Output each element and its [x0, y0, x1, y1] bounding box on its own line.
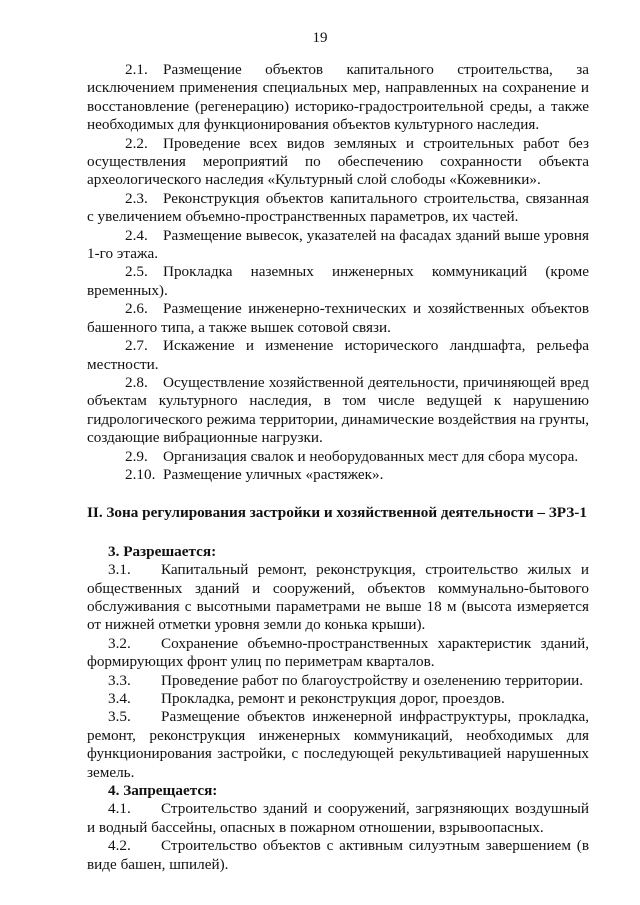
- list-item: [87, 635, 589, 672]
- item-number: 2.8.: [125, 373, 148, 391]
- item-number: 2.7.: [125, 337, 148, 355]
- page-number: 19: [312, 30, 328, 46]
- list-item: [87, 448, 589, 466]
- item-text: Строительство зданий и сооружений, загрязняющих воздушный и водный бассейны, опасных в пожарном отношении, взрывоопасных.: [87, 800, 589, 836]
- list-item: [87, 374, 589, 448]
- item-text: Организация свалок и необорудованных мест для сбора мусора.: [163, 447, 579, 465]
- item-number: 2.1.: [125, 61, 148, 78]
- list-item: [87, 135, 589, 190]
- list-item: [87, 672, 589, 690]
- item-number: 3.2.: [108, 634, 131, 652]
- item-text: Размещение объектов инженерной инфраструктуры, прокладка, ремонт, реконструкция инженерных коммуникаций, необходимых для функционирования застройки, с последующей рекультивацией нарушенных земель.: [87, 708, 589, 781]
- allowed-list: [87, 561, 589, 782]
- item-text: Прокладка наземных инженерных коммуникаций (кроме временных).: [87, 263, 589, 299]
- item-number: 4.1.: [108, 800, 131, 818]
- list-item: [87, 190, 589, 227]
- item-number: 2.4.: [125, 226, 148, 244]
- item-number: 3.4.: [108, 690, 131, 707]
- forbidden-list: [87, 800, 589, 874]
- list-item: [87, 227, 589, 264]
- item-text: Строительство объектов с активным силуэтным завершением (в виде башен, шпилей).: [87, 837, 589, 873]
- list-item: [87, 561, 589, 635]
- item-text: Размещение уличных «растяжек».: [163, 465, 384, 483]
- item-text: Сохранение объемно-пространственных характеристик зданий, формирующих фронт улиц по периметрам кварталов.: [87, 634, 589, 671]
- item-number: 2.6.: [125, 300, 148, 318]
- item-text: Размещение вывесок, указателей на фасадах зданий выше уровня 1-го этажа.: [87, 226, 589, 263]
- item-number: 3.1.: [108, 561, 131, 579]
- item-number: 2.5.: [125, 263, 148, 281]
- item-text: Искажение и изменение исторического ландшафта, рельефа местности.: [87, 337, 589, 373]
- item-number: 4.2.: [108, 837, 131, 855]
- list-item: [87, 263, 589, 300]
- forbidden-heading: 4. Запрещается:: [108, 782, 218, 800]
- item-number: 3.3.: [108, 671, 131, 689]
- item-number: 3.5.: [108, 708, 131, 726]
- item-text: Размещение объектов капитального строительства, за исключением применения специальных мер, направленных на сохранение и восстановление (регенерацию) историко-градостроительной среды, а также необходимых для функционирования объектов культурного наследия.: [87, 61, 589, 134]
- item-text: Размещение инженерно-технических и хозяйственных объектов башенного типа, а также вышек сотовой связи.: [87, 300, 589, 336]
- item-text: Проведение работ по благоустройству и озеленению территории.: [161, 671, 584, 689]
- list-item: [87, 466, 589, 484]
- list-item: [87, 61, 589, 135]
- item-text: Реконструкция объектов капитального строительства, связанная с увеличением объемно-пространственных параметров, их частей.: [87, 189, 589, 226]
- item-number: 2.2.: [125, 134, 148, 152]
- item-number: 2.9.: [125, 447, 148, 465]
- list-item: [87, 837, 589, 874]
- document-body: [87, 61, 589, 874]
- item-text: Капитальный ремонт, реконструкция, строительство жилых и общественных зданий и сооружений, объектов коммунально-бытового обслуживания с высотными параметрами не выше 18 м (высота измеряется от нижней отметки уровня земли до конька крыши).: [87, 561, 589, 634]
- item-number: 2.10.: [125, 465, 156, 483]
- list-item: [87, 708, 589, 782]
- list-item: [87, 800, 589, 837]
- item-number: 2.3.: [125, 189, 148, 207]
- list-item: [87, 337, 589, 374]
- part1-list: [87, 61, 589, 484]
- item-text: Осуществление хозяйственной деятельности, причиняющей вред объектам культурного наследия, в том числе ведущей к нарушению гидрологического режима территории, динамические воздействия на грунты, создающие вибрационные нагрузки.: [87, 373, 589, 447]
- item-text: Проведение всех видов земляных и строительных работ без осуществления мероприятий по обеспечению сохранности объекта археологического наследия «Культурный слой слободы «Кожевники».: [87, 134, 589, 189]
- item-text: Прокладка, ремонт и реконструкция дорог, проездов.: [161, 690, 505, 707]
- section-title: II. Зона регулирования застройки и хозяйственной деятельности – ЗРЗ-1: [87, 504, 587, 522]
- list-item: [87, 690, 589, 708]
- allowed-heading: 3. Разрешается:: [108, 542, 217, 560]
- list-item: [87, 300, 589, 337]
